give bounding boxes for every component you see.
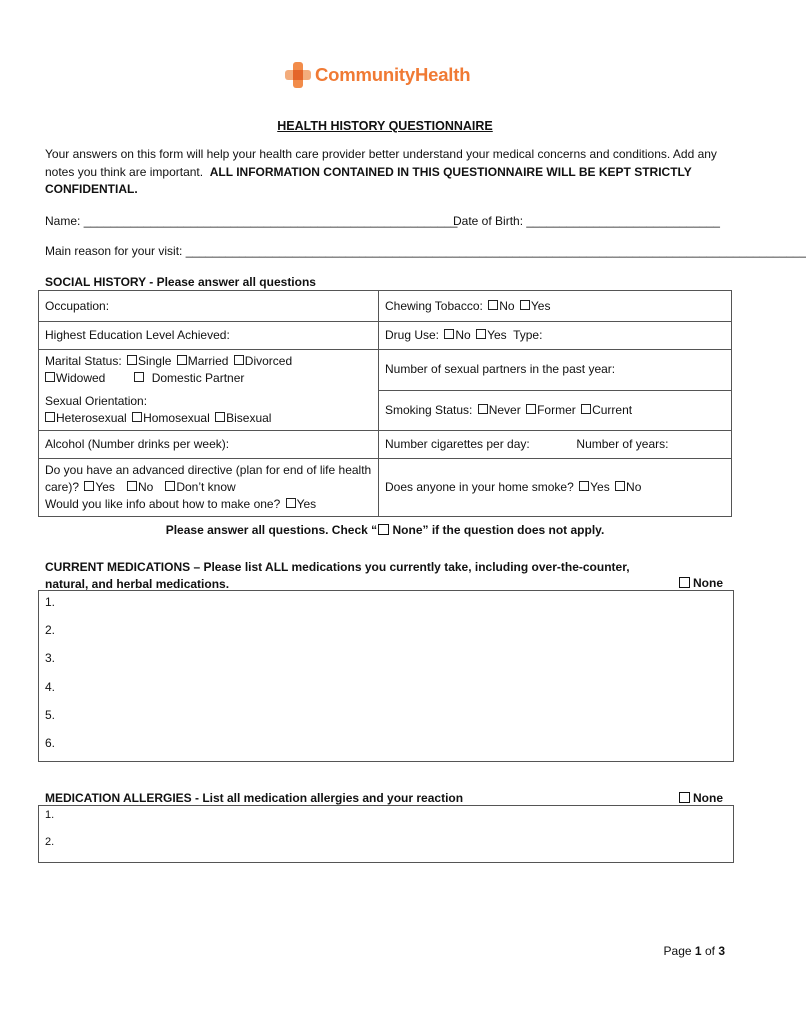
occupation-cell[interactable]: Occupation: xyxy=(39,291,379,322)
divorced-checkbox[interactable] xyxy=(234,355,244,365)
dob-line[interactable]: _____________________________ xyxy=(526,214,720,228)
home-smoke-cell: Does anyone in your home smoke? Yes No xyxy=(379,459,732,517)
drug-no-checkbox[interactable] xyxy=(444,329,454,339)
former-checkbox[interactable] xyxy=(526,404,536,414)
allergies-heading: MEDICATION ALLERGIES - List all medication allergies and your reaction xyxy=(45,791,464,805)
page-title: HEALTH HISTORY QUESTIONNAIRE xyxy=(277,119,493,133)
alcohol-cell[interactable]: Alcohol (Number drinks per week): xyxy=(39,431,379,459)
medications-list-box xyxy=(38,590,734,762)
medications-none-checkbox[interactable] xyxy=(679,577,690,588)
directive-no-checkbox[interactable] xyxy=(127,481,137,491)
medication-row-1[interactable]: 1. xyxy=(45,595,56,609)
widowed-checkbox[interactable] xyxy=(45,372,55,382)
homosexual-checkbox[interactable] xyxy=(132,412,142,422)
current-checkbox[interactable] xyxy=(581,404,591,414)
none-checkbox-sample-icon xyxy=(378,524,389,535)
orientation-cell: Sexual Orientation: Heterosexual Homosexual Bisexual xyxy=(39,390,379,431)
allergy-row-2[interactable]: 2. xyxy=(45,836,55,848)
name-field[interactable] xyxy=(45,214,457,228)
community-health-logo xyxy=(282,58,492,92)
reason-label: Main reason for your visit: xyxy=(45,244,183,258)
page-number: Page 1 of 3 xyxy=(663,944,725,958)
medication-row-5[interactable]: 5. xyxy=(45,708,56,722)
bisexual-checkbox[interactable] xyxy=(215,412,225,422)
heterosexual-checkbox[interactable] xyxy=(45,412,55,422)
allergies-none-checkbox[interactable] xyxy=(679,792,690,803)
social-history-table xyxy=(38,290,732,517)
chewing-no-checkbox[interactable] xyxy=(488,300,498,310)
single-checkbox[interactable] xyxy=(127,355,137,365)
cigarettes-cell[interactable]: Number cigarettes per day: Number of years: xyxy=(379,431,732,459)
dob-label: Date of Birth: xyxy=(453,214,524,228)
reason-line[interactable]: _____________________________________________________________________________________________ xyxy=(185,244,806,258)
reason-field[interactable] xyxy=(45,244,806,258)
partners-cell[interactable]: Number of sexual partners in the past year: xyxy=(379,350,732,391)
drug-use-cell: Drug Use: No Yes Type: xyxy=(379,322,732,350)
dob-field[interactable] xyxy=(453,214,720,228)
name-label: Name: xyxy=(45,214,81,228)
medication-row-6[interactable]: 6. xyxy=(45,736,56,750)
intro-paragraph xyxy=(45,146,735,199)
smoking-status-cell: Smoking Status: Never Former Current xyxy=(379,390,732,431)
brand-name: CommunityHealth xyxy=(315,64,471,85)
married-checkbox[interactable] xyxy=(177,355,187,365)
home-smoke-no-checkbox[interactable] xyxy=(615,481,625,491)
allergy-row-1[interactable]: 1. xyxy=(45,809,55,821)
drug-yes-checkbox[interactable] xyxy=(476,329,486,339)
medication-row-4[interactable]: 4. xyxy=(45,680,56,694)
instruction-line: Please answer all questions. Check “ None” if the question does not apply. xyxy=(165,523,605,537)
home-smoke-yes-checkbox[interactable] xyxy=(579,481,589,491)
education-cell[interactable]: Highest Education Level Achieved: xyxy=(39,322,379,350)
directive-yes-checkbox[interactable] xyxy=(84,481,94,491)
allergies-none-option[interactable]: None xyxy=(679,791,723,805)
advance-directive-cell: Do you have an advanced directive (plan for end of life health care)? Yes No Don’t know Would you like info about how to make one? Yes xyxy=(39,459,379,517)
marital-status-cell: Marital Status: Single Married Divorced Widowed Domestic Partner xyxy=(39,350,379,391)
chewing-tobacco-cell: Chewing Tobacco: No Yes xyxy=(379,291,732,322)
chewing-yes-checkbox[interactable] xyxy=(520,300,530,310)
medications-heading: CURRENT MEDICATIONS – Please list ALL medications you currently take, including over-the-counter, natural, and herbal medications. xyxy=(45,560,630,591)
medications-none-option[interactable]: None xyxy=(679,576,723,590)
never-checkbox[interactable] xyxy=(478,404,488,414)
medication-row-2[interactable]: 2. xyxy=(45,623,56,637)
info-yes-checkbox[interactable] xyxy=(286,498,296,508)
domestic-partner-checkbox[interactable] xyxy=(134,372,144,382)
intro-text: Your answers on this form will help your health care provider better understand your medical concerns and conditions. Add any notes you think are important. xyxy=(45,147,717,179)
directive-dont-know-checkbox[interactable] xyxy=(165,481,175,491)
cross-logo-icon xyxy=(282,59,314,91)
social-history-title: SOCIAL HISTORY - Please answer all questions xyxy=(45,275,316,289)
allergies-list-box xyxy=(38,805,734,863)
name-line[interactable]: ________________________________________________________ xyxy=(83,214,458,228)
medication-row-3[interactable]: 3. xyxy=(45,651,56,665)
confidential-notice: ALL INFORMATION CONTAINED IN THIS QUESTIONNAIRE WILL BE KEPT STRICTLY CONFIDENTIAL. xyxy=(45,164,692,196)
